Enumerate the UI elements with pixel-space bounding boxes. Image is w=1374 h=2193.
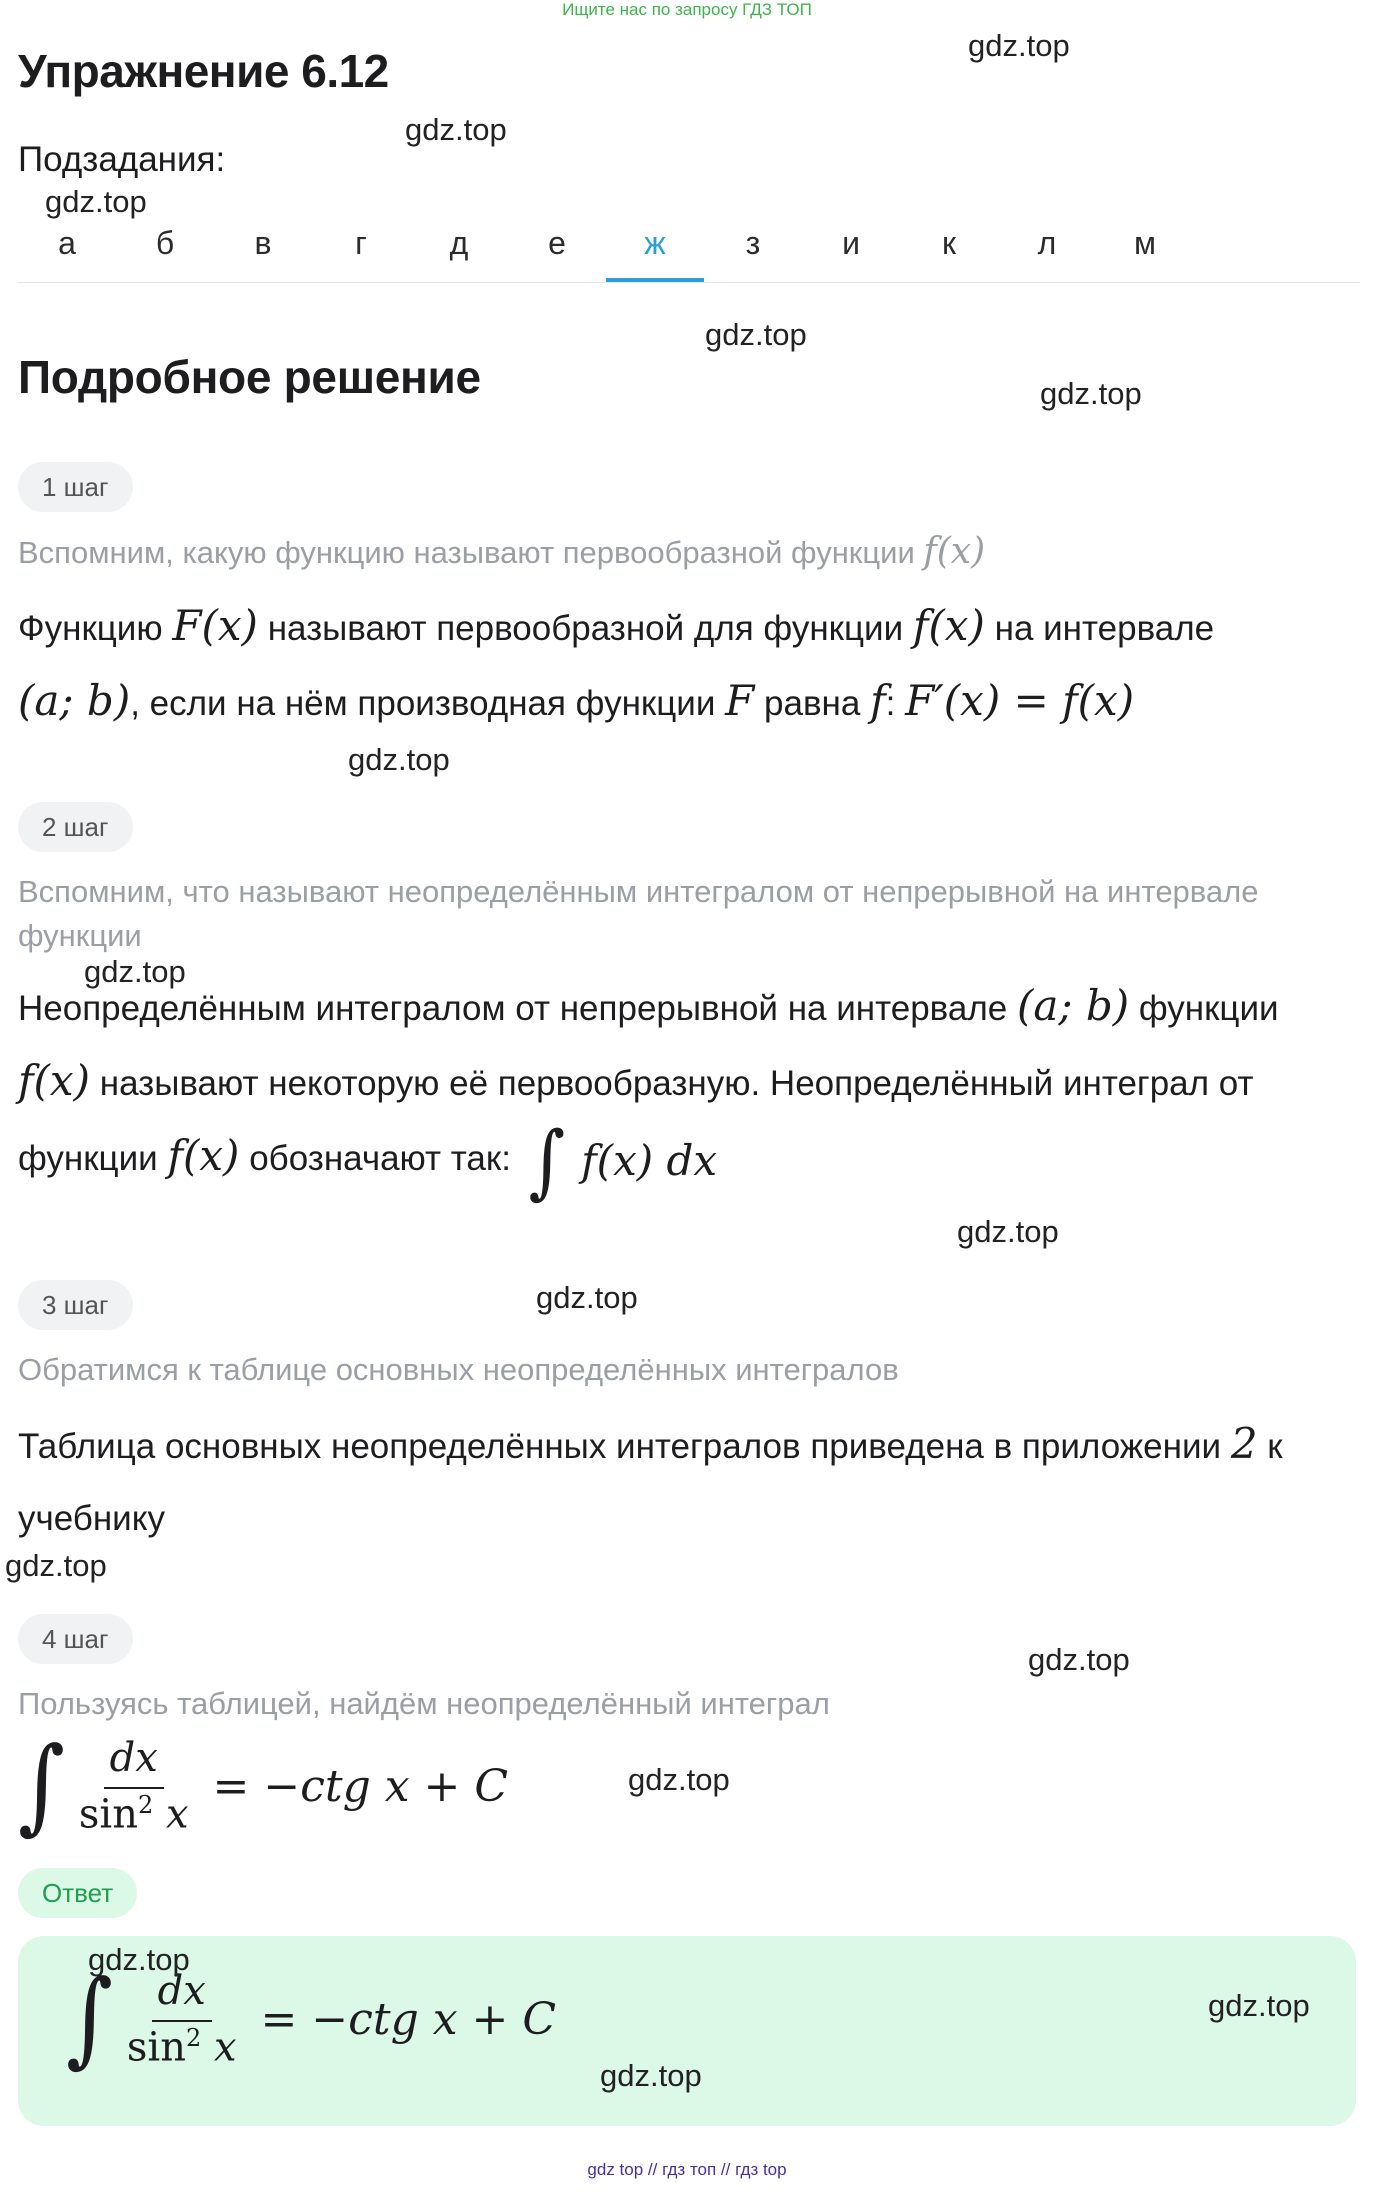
tab-e[interactable]: е — [548, 225, 566, 261]
watermark: gdz.top — [968, 28, 1070, 63]
tab-l[interactable]: л — [1037, 225, 1057, 261]
watermark: gdz.top — [628, 1762, 730, 1797]
watermark: gdz.top — [1208, 1988, 1310, 2023]
step-4-badge: 4 шаг — [18, 1614, 133, 1664]
step-1-body: Функцию F(x) называют первообразной для функции f(x) на интервале (a; b), если на нём производная функции F равна f: F′(x) = f(x) — [18, 601, 1215, 725]
top-banner: Ищите нас по запросу ГДЗ ТОП — [562, 0, 812, 19]
tab-m[interactable]: м — [1134, 225, 1156, 261]
answer-formula: ∫ $\frac{dx}{\sin^2 x}$ = −ctg x + C — [66, 1958, 557, 2079]
tab-i[interactable]: и — [842, 225, 860, 261]
watermark: gdz.top — [88, 1942, 190, 1977]
watermark: gdz.top — [536, 1280, 638, 1315]
step-4-hint: Пользуясь таблицей, найдём неопределённый интеграл — [18, 1686, 830, 1721]
tab-zh[interactable]: ж — [606, 220, 704, 282]
tab-z[interactable]: з — [745, 225, 761, 261]
step-2-hint: Вспомним, что называют неопределённым интегралом от непрерывной на интервале функции — [18, 874, 1259, 953]
subtask-tabs — [18, 220, 1360, 283]
tab-b[interactable]: б — [155, 225, 175, 261]
step-3-body: Таблица основных неопределённых интегралов приведена в приложении 2 к учебнику — [18, 1419, 1283, 1538]
integral-sign-icon: ∫ — [66, 1958, 113, 2079]
watermark: gdz.top — [84, 954, 186, 989]
tab-a[interactable]: а — [58, 225, 76, 261]
integral-sign-icon: ∫ — [528, 1113, 566, 1208]
answer-box — [18, 1936, 1356, 2126]
watermark: gdz.top — [705, 317, 807, 352]
subtasks-label: Подзадания: — [18, 140, 226, 179]
answer-badge: Ответ — [18, 1868, 137, 1918]
tab-k[interactable]: к — [942, 225, 956, 261]
watermark: gdz.top — [1040, 376, 1142, 411]
solution-heading: Подробное решение — [18, 351, 481, 403]
tab-g[interactable]: г — [355, 225, 367, 261]
footer: gdz top // гдз топ // гдз top — [587, 2160, 787, 2179]
step-1-hint: Вспомним, какую функцию называют первообразной функции f(x) — [18, 531, 986, 572]
step-2-badge: 2 шаг — [18, 802, 133, 852]
watermark: gdz.top — [1028, 1642, 1130, 1677]
watermark: gdz.top — [5, 1548, 107, 1583]
integral-sign-icon: ∫ — [18, 1725, 65, 1846]
tab-d[interactable]: д — [449, 225, 469, 261]
step-2-body: Неопределённым интегралом от непрерывной на интервале (a; b) функции f(x) называют некоторую её первообразную. Неопределённый интеграл от функции f(x) обозначают так: ∫ f(x) dx — [18, 981, 1279, 1208]
tab-v[interactable]: в — [254, 225, 272, 261]
step-4-formula: ∫ $\frac{dx}{\sin^2 x}$ = −ctg x + C — [18, 1725, 509, 1846]
step-3-badge: 3 шаг — [18, 1280, 133, 1330]
watermark: gdz.top — [405, 112, 507, 147]
page-title: Упражнение 6.12 — [18, 45, 389, 97]
watermark: gdz.top — [348, 742, 450, 777]
step-1-badge: 1 шаг — [18, 462, 133, 512]
watermark: gdz.top — [45, 184, 147, 219]
watermark: gdz.top — [957, 1214, 1059, 1249]
step-3-hint: Обратимся к таблице основных неопределённых интегралов — [18, 1352, 899, 1387]
watermark: gdz.top — [600, 2058, 702, 2093]
